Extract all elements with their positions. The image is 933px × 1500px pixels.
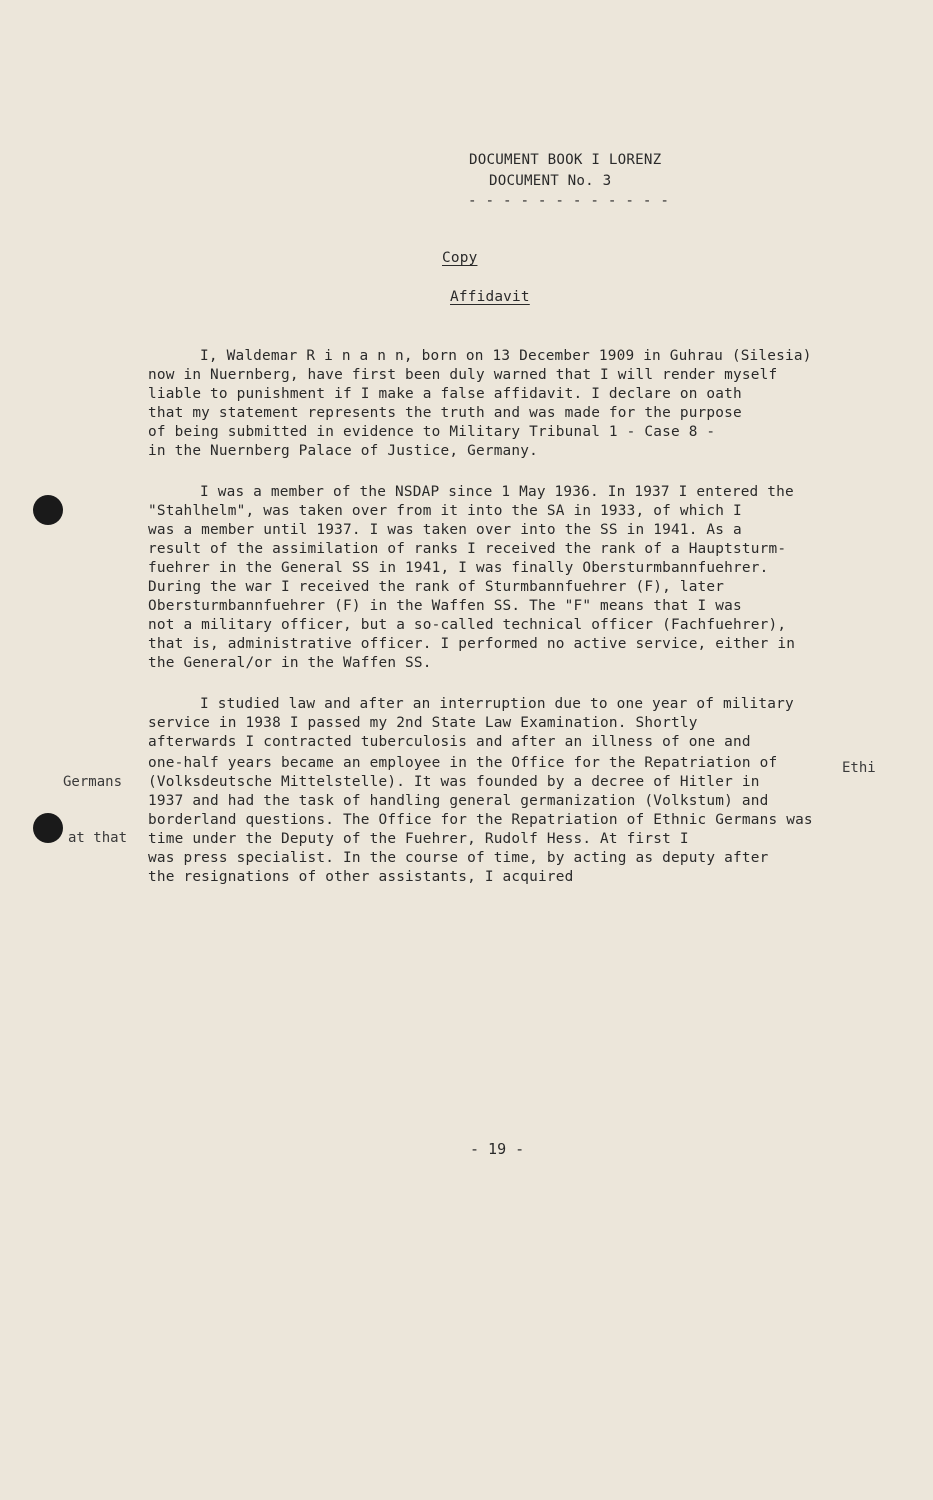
- paragraph-line: of being submitted in evidence to Military Tribunal 1 - Case 8 -: [148, 424, 716, 440]
- paragraph-line: I, Waldemar R i n a n n, born on 13 December 1909 in Guhrau (Silesia): [200, 348, 812, 364]
- paragraph-line: fuehrer in the General SS in 1941, I was finally Obersturmbannfuehrer.: [148, 560, 769, 576]
- page-number: - 19 -: [470, 1140, 525, 1158]
- paragraph-line: now in Nuernberg, have first been duly warned that I will render myself: [148, 367, 778, 383]
- paragraph-line: time under the Deputy of the Fuehrer, Rudolf Hess. At first I: [148, 831, 689, 847]
- paragraph-line: borderland questions. The Office for the Repatriation of Ethnic Germans was: [148, 812, 813, 828]
- paragraph-line: in the Nuernberg Palace of Justice, Germany.: [148, 443, 539, 459]
- paragraph-line: I was a member of the NSDAP since 1 May 1936. In 1937 I entered the: [200, 484, 794, 500]
- paragraph-line: Obersturmbannfuehrer (F) in the Waffen SS. The "F" means that I was: [148, 598, 742, 614]
- paragraph-line: I studied law and after an interruption due to one year of military: [200, 696, 794, 712]
- paragraph-line: liable to punishment if I make a false affidavit. I declare on oath: [148, 386, 742, 402]
- paragraph-line: not a military officer, but a so-called technical officer (Fachfuehrer),: [148, 617, 787, 633]
- paragraph-line: 1937 and had the task of handling general germanization (Volkstum) and: [148, 793, 769, 809]
- margin-note-at-that: at that: [68, 830, 128, 846]
- paragraph-line: result of the assimilation of ranks I received the rank of a Hauptsturm-: [148, 541, 787, 557]
- doc-book-header: DOCUMENT BOOK I LORENZ: [469, 152, 662, 168]
- doc-number-header: DOCUMENT No. 3: [489, 173, 612, 189]
- paragraph-line: the resignations of other assistants, I acquired: [148, 869, 574, 885]
- paragraph-line: one-half years became an employee in the Office for the Repatriation of: [148, 755, 778, 771]
- paragraph-line: the General/or in the Waffen SS.: [148, 655, 432, 671]
- paragraph-line: During the war I received the rank of Sturmbannfuehrer (F), later: [148, 579, 725, 595]
- paragraph-line: (Volksdeutsche Mittelstelle). It was founded by a decree of Hitler in: [148, 774, 760, 790]
- paragraph-line: "Stahlhelm", was taken over from it into the SA in 1933, of which I: [148, 503, 742, 519]
- paragraph-line: was press specialist. In the course of time, by acting as deputy after: [148, 850, 769, 866]
- copy-label: Copy: [442, 250, 478, 266]
- paragraph-line: service in 1938 I passed my 2nd State Law Examination. Shortly: [148, 715, 698, 731]
- binder-hole-top: [33, 495, 63, 525]
- binder-hole-bottom: [33, 813, 63, 843]
- paragraph-line: that is, administrative officer. I performed no active service, either in: [148, 636, 796, 652]
- paragraph-line: afterwards I contracted tuberculosis and after an illness of one and: [148, 734, 751, 750]
- margin-note-germans: Germans: [63, 774, 123, 790]
- margin-note-ethnic: Ethi: [842, 760, 876, 776]
- paragraph-line: was a member until 1937. I was taken over into the SS in 1941. As a: [148, 522, 742, 538]
- header-dashes: - - - - - - - - - - - -: [468, 193, 670, 209]
- paragraph-line: that my statement represents the truth and was made for the purpose: [148, 405, 742, 421]
- document-title: Affidavit: [450, 289, 530, 305]
